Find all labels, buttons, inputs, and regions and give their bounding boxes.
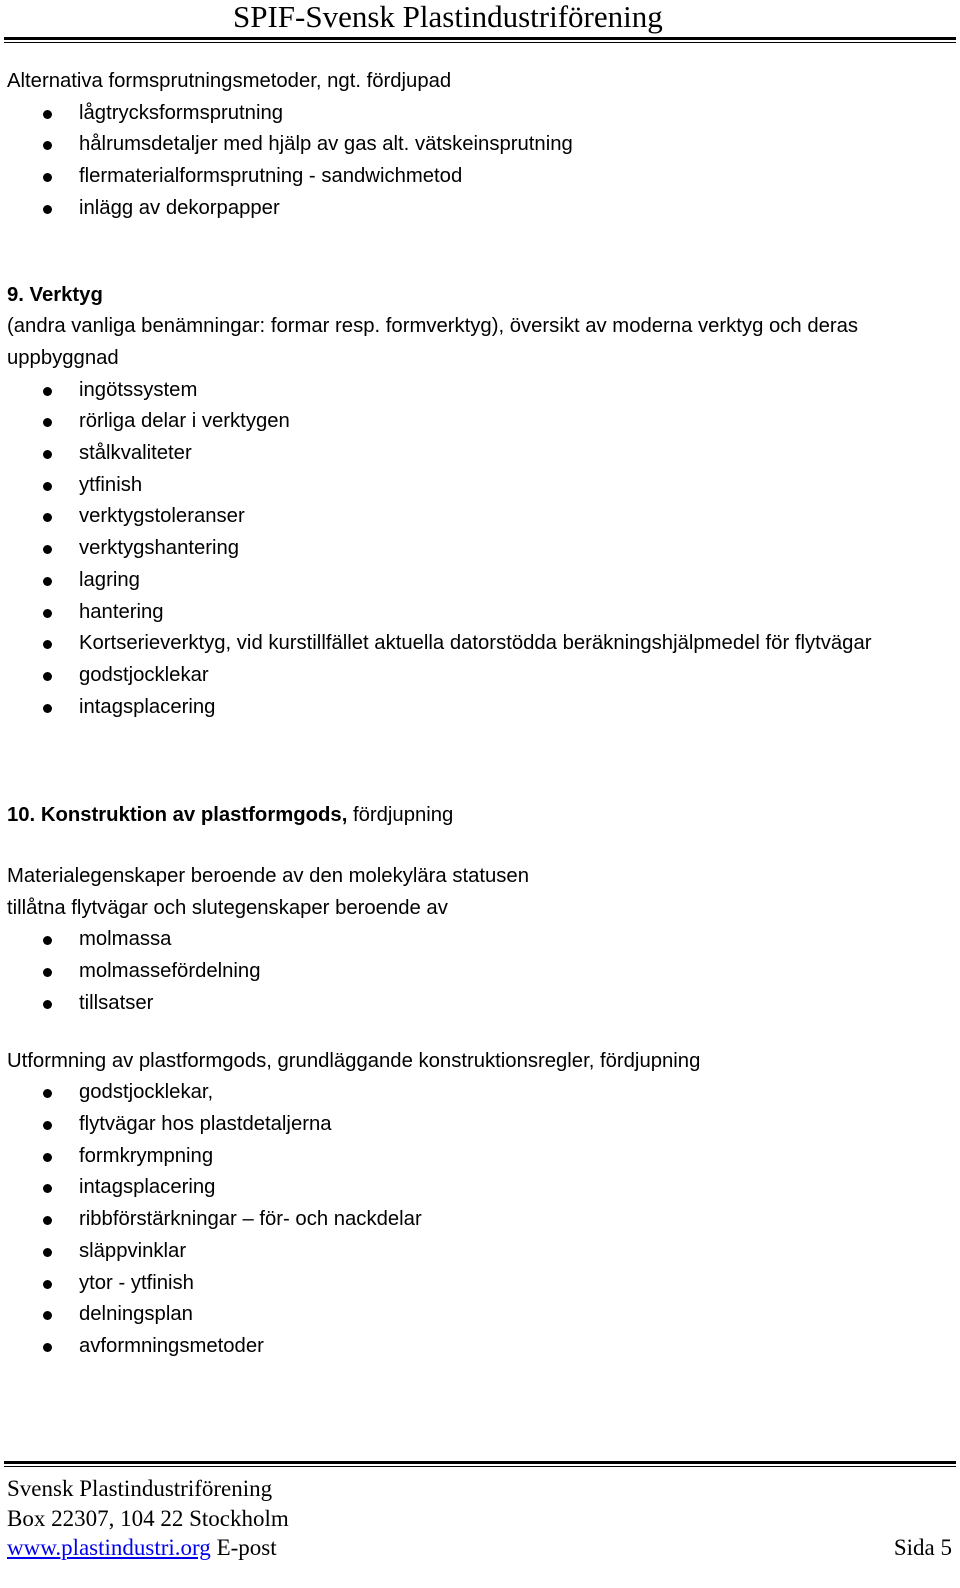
section9-intro: (andra vanliga benämningar: formar resp. formverktyg), översikt av moderna verktyg och deras uppbyggnad [7,315,859,369]
bullet-icon [43,968,52,977]
footer-rule-thin [4,1466,956,1467]
bullet-icon [43,672,52,681]
page-number: Sida 5 [893,1535,952,1560]
list-item [7,956,952,988]
bullet-icon [43,1343,52,1352]
bullet-icon [43,1184,52,1193]
bullet-icon [43,110,52,119]
list-item [7,1172,952,1204]
list-item [7,98,952,130]
bullet-icon [43,640,52,649]
list-item-text: intagsplacering [79,1176,216,1199]
list-item [7,1331,952,1363]
website-link[interactable]: www.plastindustri.org [7,1535,211,1560]
list-item-text: ytor - ytfinish [79,1271,194,1294]
list-item [7,438,952,470]
list-item [7,1077,952,1109]
bullet-icon [43,936,52,945]
bullet-icon [43,418,52,427]
list-item [7,597,952,629]
list-item [7,470,952,502]
bullet-icon [43,545,52,554]
list-item [7,565,952,597]
section10-heading-bold: 10. Konstruktion av plastformgods, [7,804,348,827]
list-item-text: ytfinish [79,473,143,496]
list-item-text: formkrympning [79,1144,214,1167]
bullet-icon [43,1153,52,1162]
list-item-text: tillsatser [79,991,154,1014]
list-item [7,1236,952,1268]
footer-address: Box 22307, 104 22 Stockholm [7,1505,289,1531]
list-item [7,1141,952,1173]
bullet-icon [43,1311,52,1320]
list-item [7,161,952,193]
bullet-icon [43,1280,52,1289]
list-item-text: lagring [79,568,140,591]
list-item [7,1299,952,1331]
list-item [7,406,952,438]
section9-list [7,375,952,724]
bullet-icon [43,609,52,618]
list-item [7,533,952,565]
list-item-text: Kortserieverktyg, vid kurstillfället aktuella datorstödda beräkningshjälpmedel för flytvägar [79,632,872,655]
bullet-icon [43,205,52,214]
list-item-text: ribbförstärkningar – för- och nackdelar [79,1208,422,1231]
bullet-icon [43,141,52,150]
list-item-text: verktygshantering [79,537,240,560]
bullet-icon [43,173,52,182]
list-item [7,988,952,1020]
bullet-icon [43,1000,52,1009]
list-item [7,628,952,660]
footer-contact-line [7,1533,952,1563]
section10-para3: Utformning av plastformgods, grundläggande konstruktionsregler, fördjupning [7,1049,701,1072]
list-item-text: avformningsmetoder [79,1334,264,1357]
section10-heading [7,800,952,832]
list-item [7,1268,952,1300]
list-item-text: molmassa [79,928,172,951]
list-item-text: delningsplan [79,1303,193,1326]
email-label: E-post [210,1535,277,1560]
bullet-icon [43,577,52,586]
list-item-text: flytvägar hos plastdetaljerna [79,1112,332,1135]
alt-section-title: Alternativa formsprutningsmetoder, ngt. fördjupad [7,70,452,92]
section10-para1: Materialegenskaper beroende av den molekylära statusen [7,865,529,888]
list-item [7,375,952,407]
header-rule-thin [4,42,956,43]
bullet-icon [43,387,52,396]
list-item-text: lågtrycksformsprutning [79,101,284,124]
list-item-text: godstjocklekar, [79,1081,214,1104]
list-item [7,129,952,161]
list-item-text: flermaterialformsprutning - sandwichmetod [79,165,463,188]
bullet-icon [43,450,52,459]
footer-rule-thick [4,1461,956,1464]
bullet-icon [43,1121,52,1130]
bullet-icon [43,482,52,491]
list-item-text: godstjocklekar [79,663,209,686]
page-header-title: SPIF-Svensk Plastindustriförening [233,0,663,34]
list-item-text: inlägg av dekorpapper [79,196,280,219]
list-item [7,924,952,956]
section10-para2: tillåtna flytvägar och slutegenskaper beroende av [7,896,448,919]
footer-org: Svensk Plastindustriförening [7,1476,273,1501]
bullet-icon [43,1248,52,1257]
list-item [7,1109,952,1141]
section10-list1 [7,924,952,1019]
list-item-text: verktygstoleranser [79,505,245,528]
list-item [7,692,952,724]
list-item-text: molmassefördelning [79,960,261,983]
list-item-text: släppvinklar [79,1239,187,1262]
list-item-text: rörliga delar i verktygen [79,410,290,433]
bullet-icon [43,1089,52,1098]
list-item-text: ingötssystem [79,378,198,401]
section9-heading: 9. Verktyg [7,283,103,306]
bullet-icon [43,1216,52,1225]
bullet-icon [43,704,52,713]
section10-list2 [7,1077,952,1362]
list-item [7,193,952,225]
section10-heading-rest: fördjupning [347,804,454,827]
document-body [7,66,952,1363]
page-footer [7,1474,952,1563]
header-rule-thick [4,37,956,40]
list-item-text: stålkvaliteter [79,442,192,465]
list-item-text: intagsplacering [79,695,216,718]
alt-section-list [7,98,952,225]
list-item [7,501,952,533]
list-item-text: hantering [79,600,164,623]
list-item [7,660,952,692]
list-item-text: hålrumsdetaljer med hjälp av gas alt. vätskeinsprutning [79,133,573,156]
bullet-icon [43,513,52,522]
list-item [7,1204,952,1236]
